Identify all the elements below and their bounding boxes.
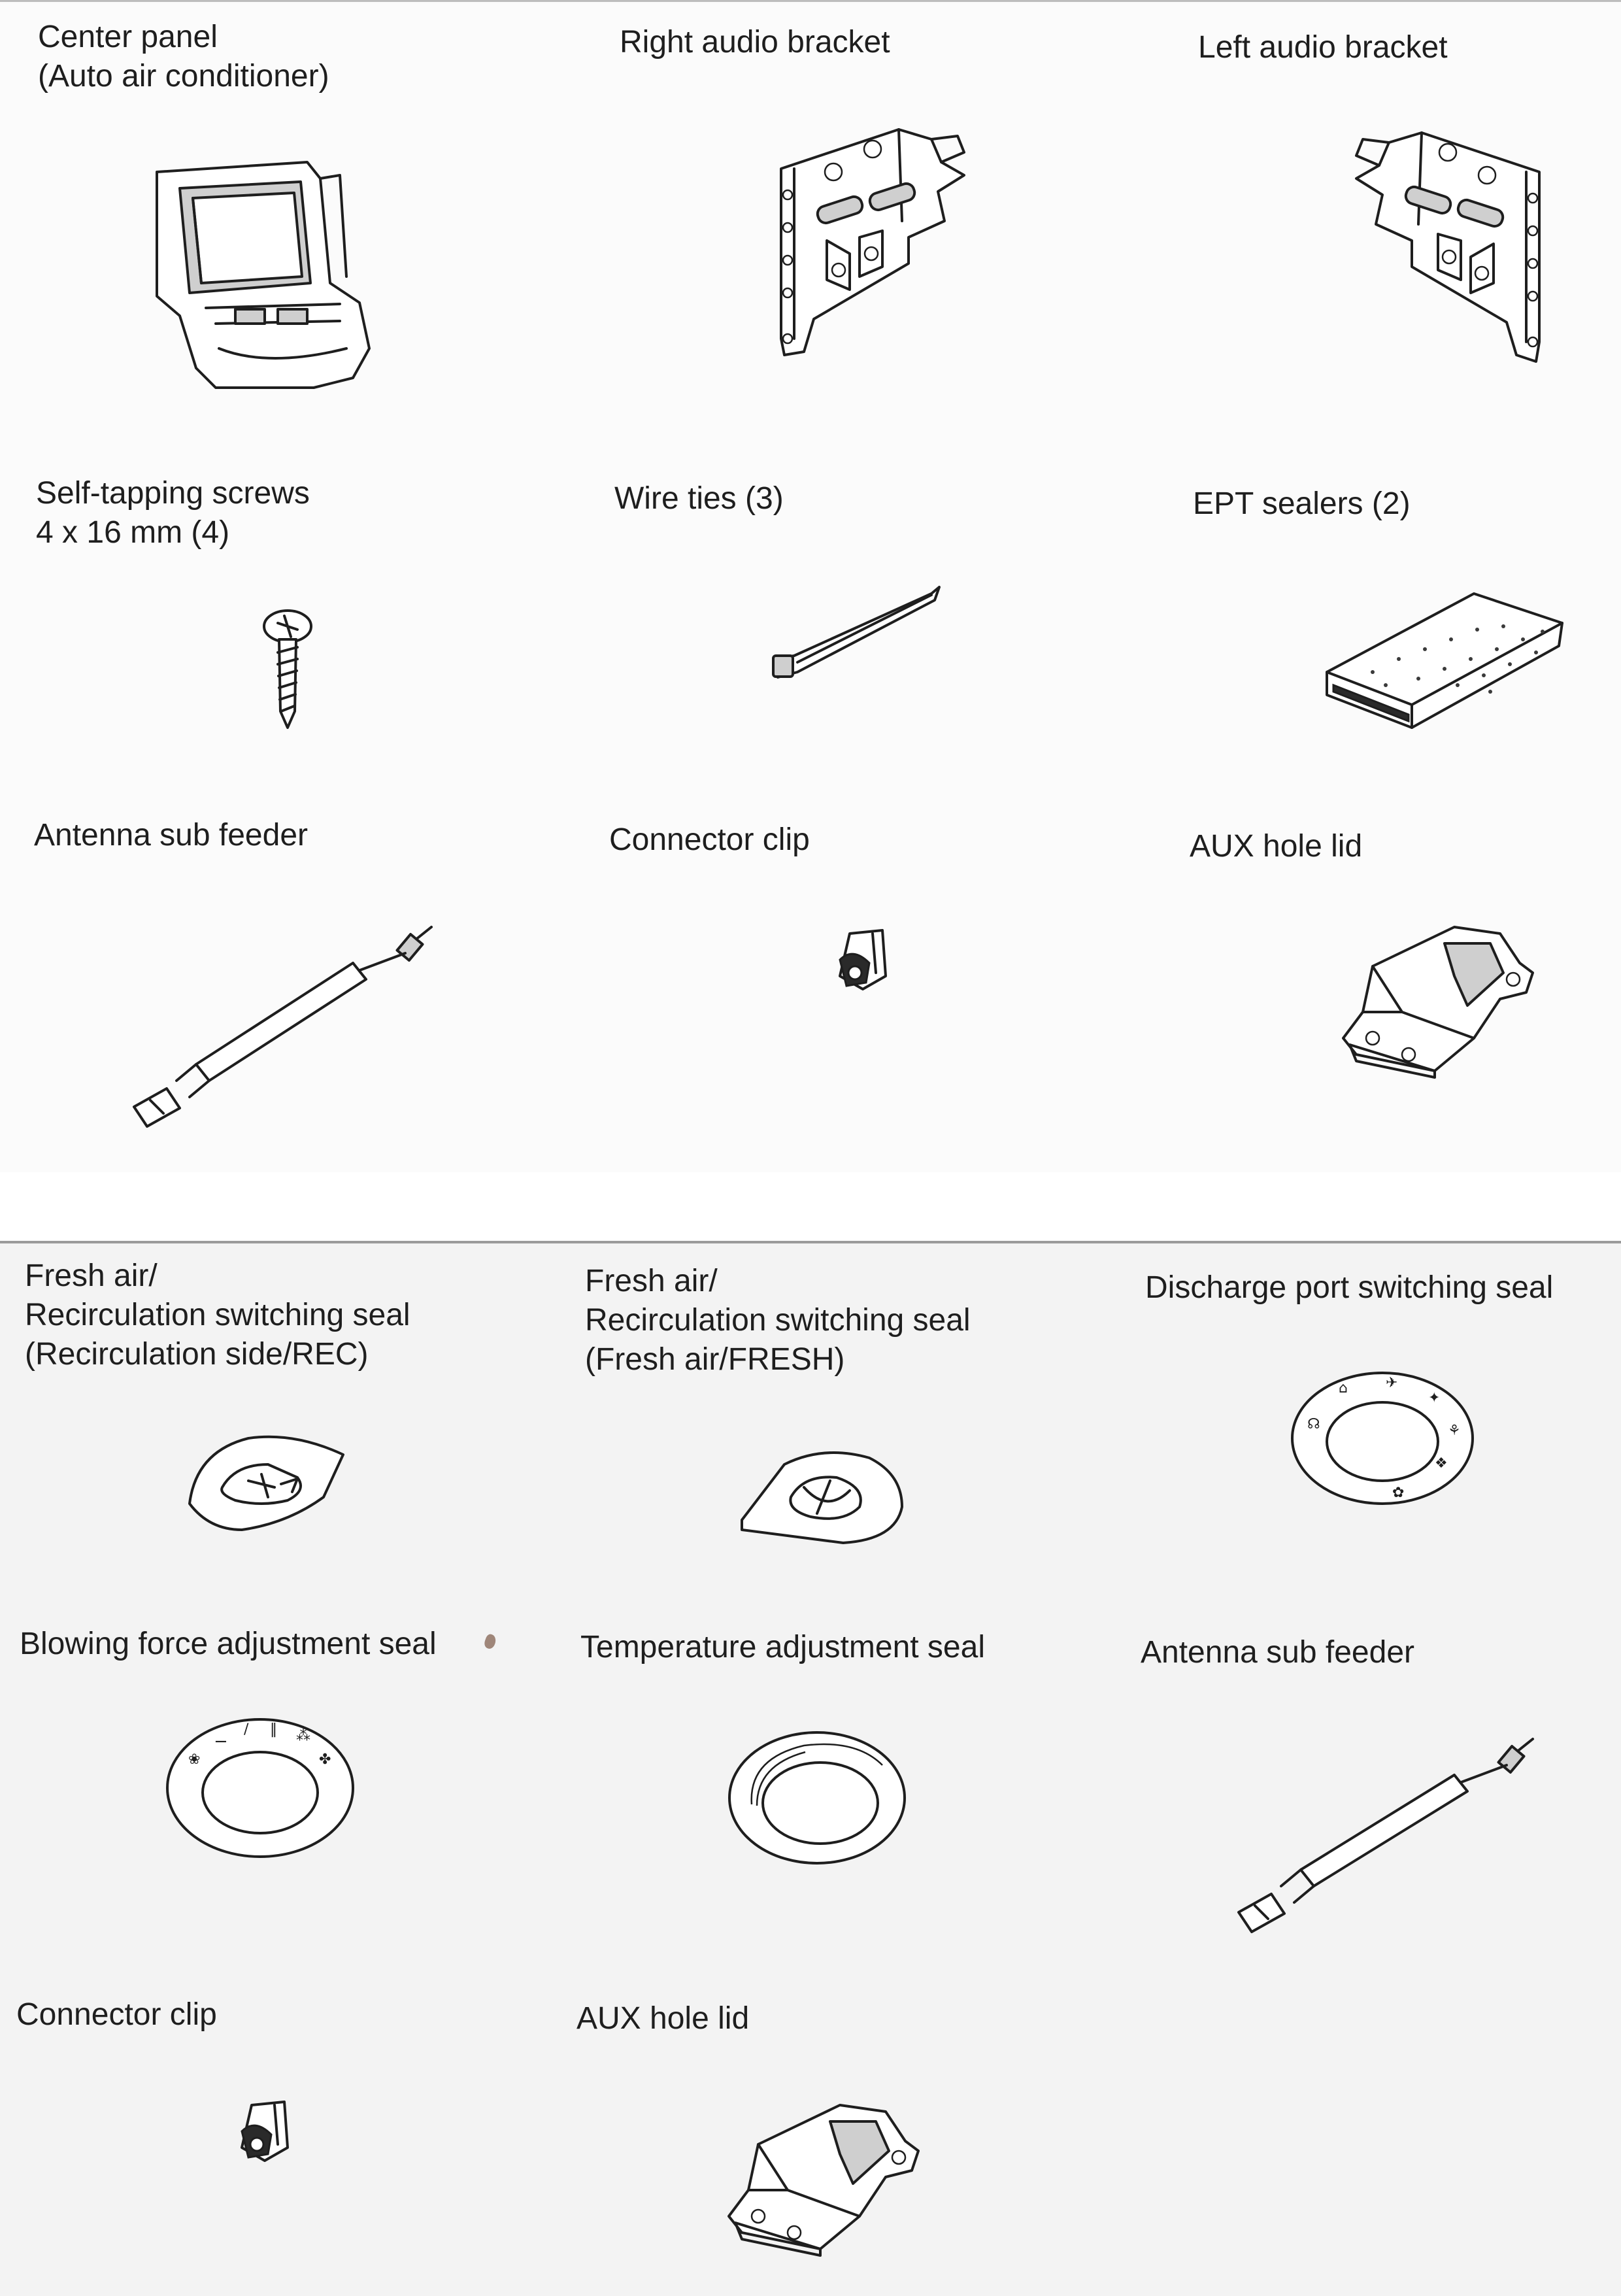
- connector-clip-bottom-label: Connector clip: [16, 1997, 217, 2032]
- antenna-cable-icon: [124, 917, 438, 1133]
- antenna-cable-icon: [1232, 1732, 1539, 1935]
- svg-text:‖: ‖: [270, 1721, 277, 1738]
- svg-text:⚊: ⚊: [214, 1730, 227, 1746]
- svg-text:⚘: ⚘: [1448, 1423, 1461, 1439]
- clip-icon: [824, 927, 895, 999]
- recirculation-seal-icon: [183, 1425, 346, 1536]
- fresh-seal-label: Fresh air/ Recirculation switching seal (Fresh air/FRESH): [585, 1264, 971, 1377]
- svg-text:☊: ☊: [1307, 1416, 1320, 1432]
- ring-seal-icon: [726, 1726, 909, 1870]
- ring-seal-icon: [1288, 1366, 1477, 1510]
- rec-seal-label: Fresh air/ Recirculation switching seal (Recirculation side/REC): [25, 1258, 410, 1372]
- wire-ties-label: Wire ties (3): [614, 481, 784, 516]
- blowing-seal-label: Blowing force adjustment seal: [20, 1627, 437, 1661]
- ring-seal-icon: [162, 1713, 358, 1863]
- wire-tie-icon: [768, 581, 944, 685]
- antenna-feeder-bottom-label: Antenna sub feeder: [1141, 1635, 1414, 1670]
- screws-label: Self-tapping screws 4 x 16 mm (4): [36, 476, 310, 550]
- svg-text:⁂: ⁂: [296, 1728, 310, 1744]
- left-bracket-label: Left audio bracket: [1198, 30, 1448, 65]
- left-bracket-icon: [1337, 126, 1552, 368]
- clip-icon: [226, 2099, 297, 2170]
- svg-text:❖: ❖: [1435, 1455, 1448, 1472]
- aux-lid-bottom-label: AUX hole lid: [577, 2001, 750, 2036]
- aux-lid-icon: [722, 2092, 925, 2262]
- temperature-seal-label: Temperature adjustment seal: [580, 1630, 985, 1664]
- center-panel-icon: [144, 152, 379, 394]
- aux-lid-label: AUX hole lid: [1190, 829, 1363, 864]
- svg-text:/: /: [244, 1721, 249, 1738]
- ept-sealers-label: EPT sealers (2): [1193, 486, 1411, 521]
- antenna-feeder-label: Antenna sub feeder: [34, 818, 308, 853]
- right-bracket-icon: [768, 123, 984, 358]
- aux-lid-icon: [1337, 914, 1539, 1084]
- svg-text:✤: ✤: [319, 1751, 331, 1768]
- connector-clip-label: Connector clip: [609, 822, 810, 857]
- discharge-seal-label: Discharge port switching seal: [1145, 1270, 1554, 1305]
- svg-text:❀: ❀: [188, 1751, 201, 1768]
- svg-text:⌂: ⌂: [1339, 1380, 1348, 1396]
- svg-text:✿: ✿: [1392, 1485, 1405, 1501]
- svg-text:✦: ✦: [1428, 1390, 1441, 1406]
- right-bracket-label: Right audio bracket: [620, 25, 890, 59]
- center-panel-label: Center panel (Auto air conditioner): [38, 20, 329, 93]
- fresh-air-seal-icon: [739, 1442, 909, 1546]
- svg-text:✈: ✈: [1386, 1375, 1398, 1391]
- screw-icon: [258, 607, 317, 731]
- sealer-pad-icon: [1320, 587, 1569, 751]
